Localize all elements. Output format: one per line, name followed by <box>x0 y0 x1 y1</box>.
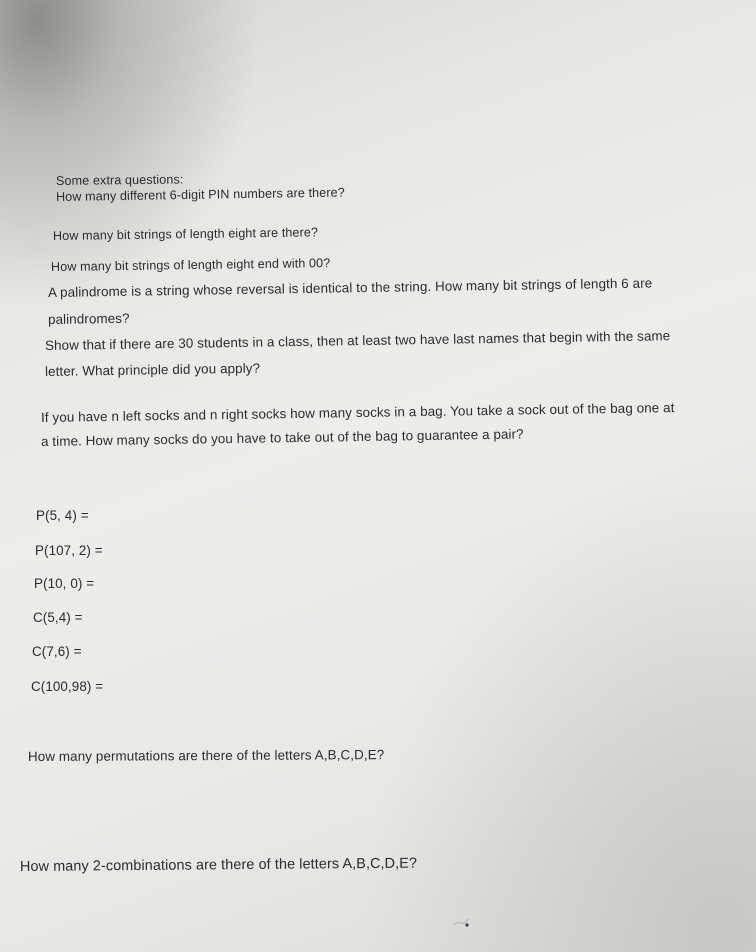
expr-c-100-98: C(100,98) = <box>31 679 104 694</box>
expr-p-10-0: P(10, 0) = <box>34 576 95 591</box>
question-socks-line2: a time. How many socks do you have to take out of the bag to guarantee a pair? <box>40 426 524 449</box>
question-pigeonhole-line1: Show that if there are 30 students in a class, then at least two have last names that begin with the same <box>44 328 671 353</box>
question-bit-strings-end-00: How many bit strings of length eight end with 00? <box>50 256 331 274</box>
heading-extra-questions: Some extra questions: <box>55 172 184 188</box>
question-pigeonhole-line2: letter. What principle did you apply? <box>44 360 261 379</box>
pen-mark-icon <box>452 916 470 928</box>
question-palindrome-line2: palindromes? <box>47 310 130 327</box>
question-2-combinations: How many 2-combinations are there of the letters A,B,C,D,E? <box>19 855 418 875</box>
expr-c-7-6: C(7,6) = <box>32 644 82 659</box>
question-permutations: How many permutations are there of the letters A,B,C,D,E? <box>27 747 385 764</box>
expr-p-107-2: P(107, 2) = <box>35 543 103 558</box>
question-palindrome-line1: A palindrome is a string whose reversal is identical to the string. How many bit strings of length 6 are <box>47 275 653 300</box>
question-bit-strings-eight: How many bit strings of length eight are there? <box>52 225 319 243</box>
question-pin-numbers: How many different 6-digit PIN numbers are there? <box>55 185 345 204</box>
expr-p-5-4: P(5, 4) = <box>36 508 89 523</box>
expr-c-5-4: C(5,4) = <box>33 610 83 625</box>
question-socks-line1: If you have n left socks and n right socks how many socks in a bag. You take a sock out of the bag one at <box>40 400 675 425</box>
